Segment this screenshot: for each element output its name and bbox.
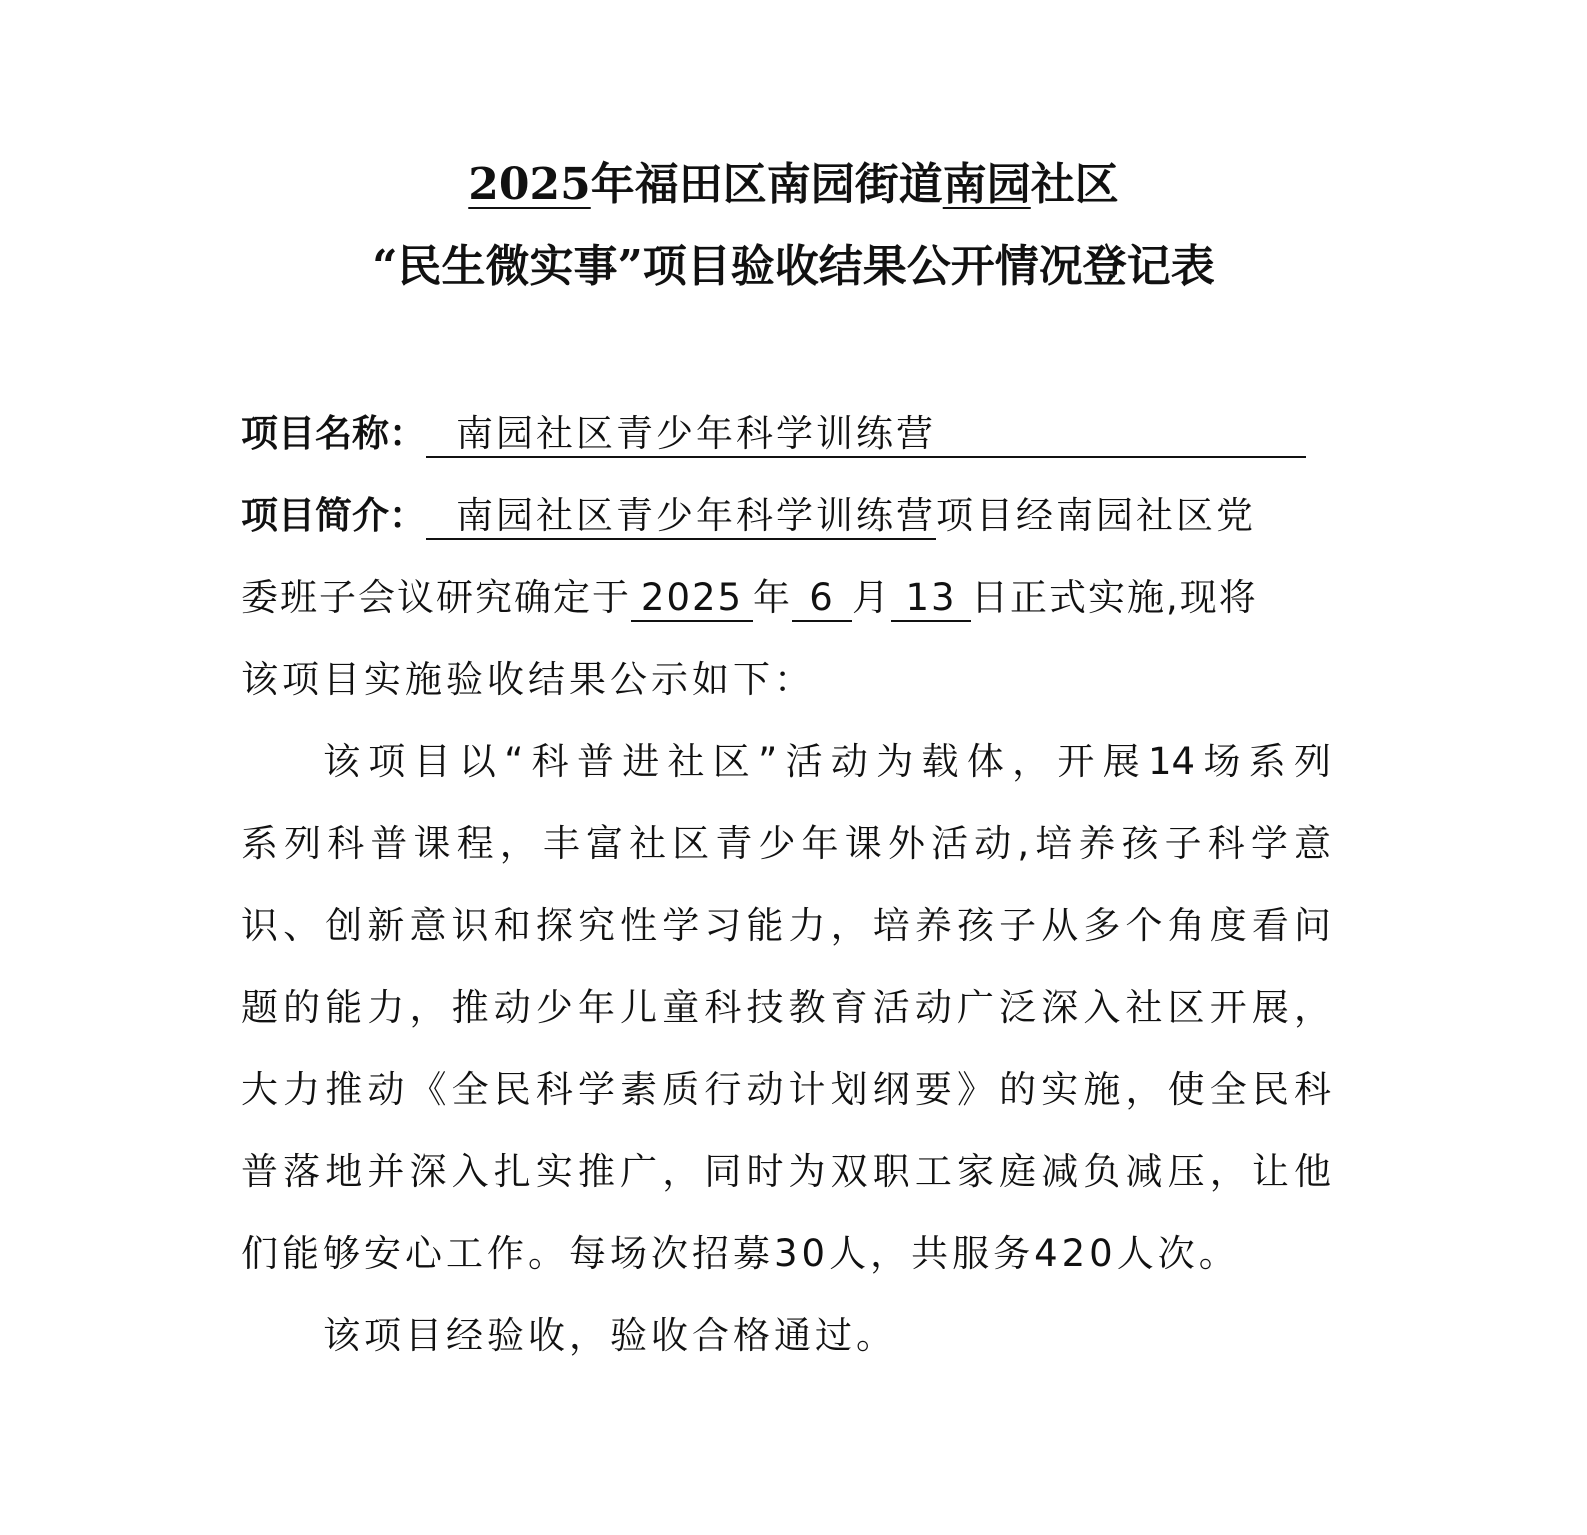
- document-title-line-1: [0, 155, 1587, 215]
- project-name-label: 项目名称：: [241, 412, 426, 455]
- project-intro-row: [241, 491, 1331, 541]
- start-month: 6: [792, 576, 852, 622]
- project-intro-name: 南园社区青少年科学训练营: [426, 494, 936, 540]
- body-line: 普落地并深入扎实推广，同时为双职工家庭减负减压，让他: [241, 1150, 1331, 1193]
- year-unit: 年: [753, 576, 792, 619]
- body-line: 系列科普课程，丰富社区青少年课外活动,培养孩子科学意: [241, 822, 1331, 865]
- title-year: 2025: [468, 159, 591, 210]
- conclusion: 该项目经验收，验收合格通过。: [323, 1314, 897, 1357]
- start-year: 2025: [631, 576, 753, 622]
- intro-date-row: [241, 573, 1331, 623]
- body-line: 识、创新意识和探究性学习能力，培养孩子从多个角度看问: [241, 904, 1331, 947]
- intro-text: 项目经南园社区党: [936, 494, 1256, 537]
- document-title-line-2: “民生微实事”项目验收结果公开情况登记表: [372, 241, 1215, 292]
- project-name-row: [241, 409, 1331, 459]
- title-text: 年福田区南园街道: [590, 159, 943, 210]
- body-line: 题的能力，推动少年儿童科技教育活动广泛深入社区开展，: [241, 986, 1331, 1029]
- body-line: 们能够安心工作。每场次招募30人，共服务420人次。: [241, 1232, 1240, 1275]
- intro-text: 日正式实施,现将: [971, 576, 1258, 619]
- start-day: 13: [891, 576, 971, 622]
- month-unit: 月: [852, 576, 891, 619]
- project-name-value: 南园社区青少年科学训练营: [426, 412, 1306, 458]
- body-line: 大力推动《全民科学素质行动计划纲要》的实施，使全民科: [241, 1068, 1331, 1111]
- title-community: 南园: [942, 159, 1031, 210]
- title-text-end: 社区: [1030, 159, 1119, 210]
- intro-line-3: 该项目实施验收结果公示如下：: [241, 658, 815, 701]
- intro-text: 委班子会议研究确定于: [241, 576, 631, 619]
- project-intro-label: 项目简介：: [241, 494, 426, 537]
- body-line: 该项目以“科普进社区”活动为载体，开展14场系列: [323, 740, 1331, 783]
